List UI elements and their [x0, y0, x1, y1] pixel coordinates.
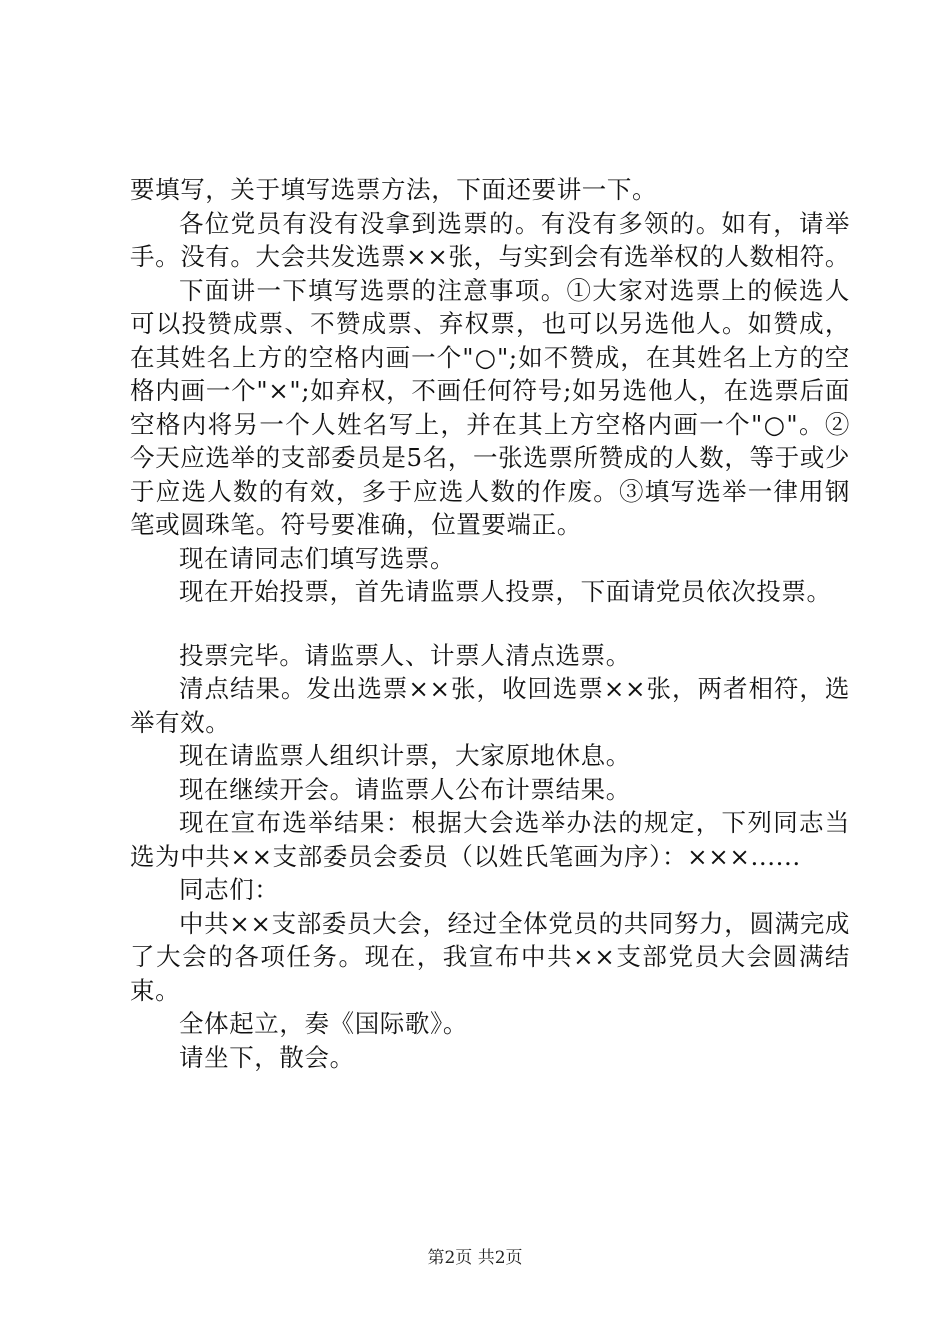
paragraph-start-voting: 现在开始投票，首先请监票人投票，下面请党员依次投票。 — [179, 577, 832, 606]
paragraph-announce-result: 现在宣布选举结果：根据大会选举办法的规定，下列同志当选为中共××支部委员会委员（以姓氏笔画为序）：×××...... — [130, 808, 850, 871]
paragraph-gap — [130, 609, 850, 639]
paragraph-salutation: 同志们： — [179, 875, 280, 904]
paragraph-count-result: 清点结果。发出选票××张，收回选票××张，两者相符，选举有效。 — [130, 674, 850, 737]
paragraph-resume: 现在继续开会。请监票人公布计票结果。 — [179, 774, 631, 804]
paragraph-continuation: 要填写，关于填写选票方法，下面还要讲一下。 — [130, 175, 658, 204]
page-number-footer: 第2页 共2页 — [427, 1248, 523, 1268]
paragraph-ballot-instructions: 下面讲一下填写选票的注意事项。①大家对选票上的候选人可以投赞成票、不赞成票、弃权票，也可以另选他人。如赞成，在其姓名上方的空格内画一个"○";如不赞成，在其姓名上方的空格内画一个"×";如弃权，不画任何符号;如另选他人，在选票后面空格内将另一个人姓名写上，并在其上方空格内画一个"○"。②今天应选举的支部委员是5名，一张选票所赞成的人数，等于或少于应选人数的有效，多于应选人数的作废。③填写选举一律用钢笔或圆珠笔。符号要准确，位置要端正。 — [130, 275, 850, 539]
document-body — [130, 173, 850, 1074]
paragraph-voting-complete: 投票完毕。请监票人、计票人清点选票。 — [179, 640, 631, 670]
paragraph-recess: 现在请监票人组织计票，大家原地休息。 — [179, 741, 631, 770]
paragraph-fill-ballots: 现在请同志们填写选票。 — [179, 543, 456, 573]
paragraph-anthem: 全体起立，奏《国际歌》。 — [179, 1009, 468, 1038]
paragraph-closing: 中共××支部委员大会，经过全体党员的共同努力，圆满完成了大会的各项任务。现在，我宣布中共××支部党员大会圆满结束。 — [130, 908, 850, 1005]
paragraph-dismiss: 请坐下，散会。 — [179, 1042, 355, 1072]
paragraph-ballot-check: 各位党员有没有没拿到选票的。有没有多领的。如有，请举手。没有。大会共发选票××张，与实到会有选举权的人数相符。 — [130, 208, 850, 271]
